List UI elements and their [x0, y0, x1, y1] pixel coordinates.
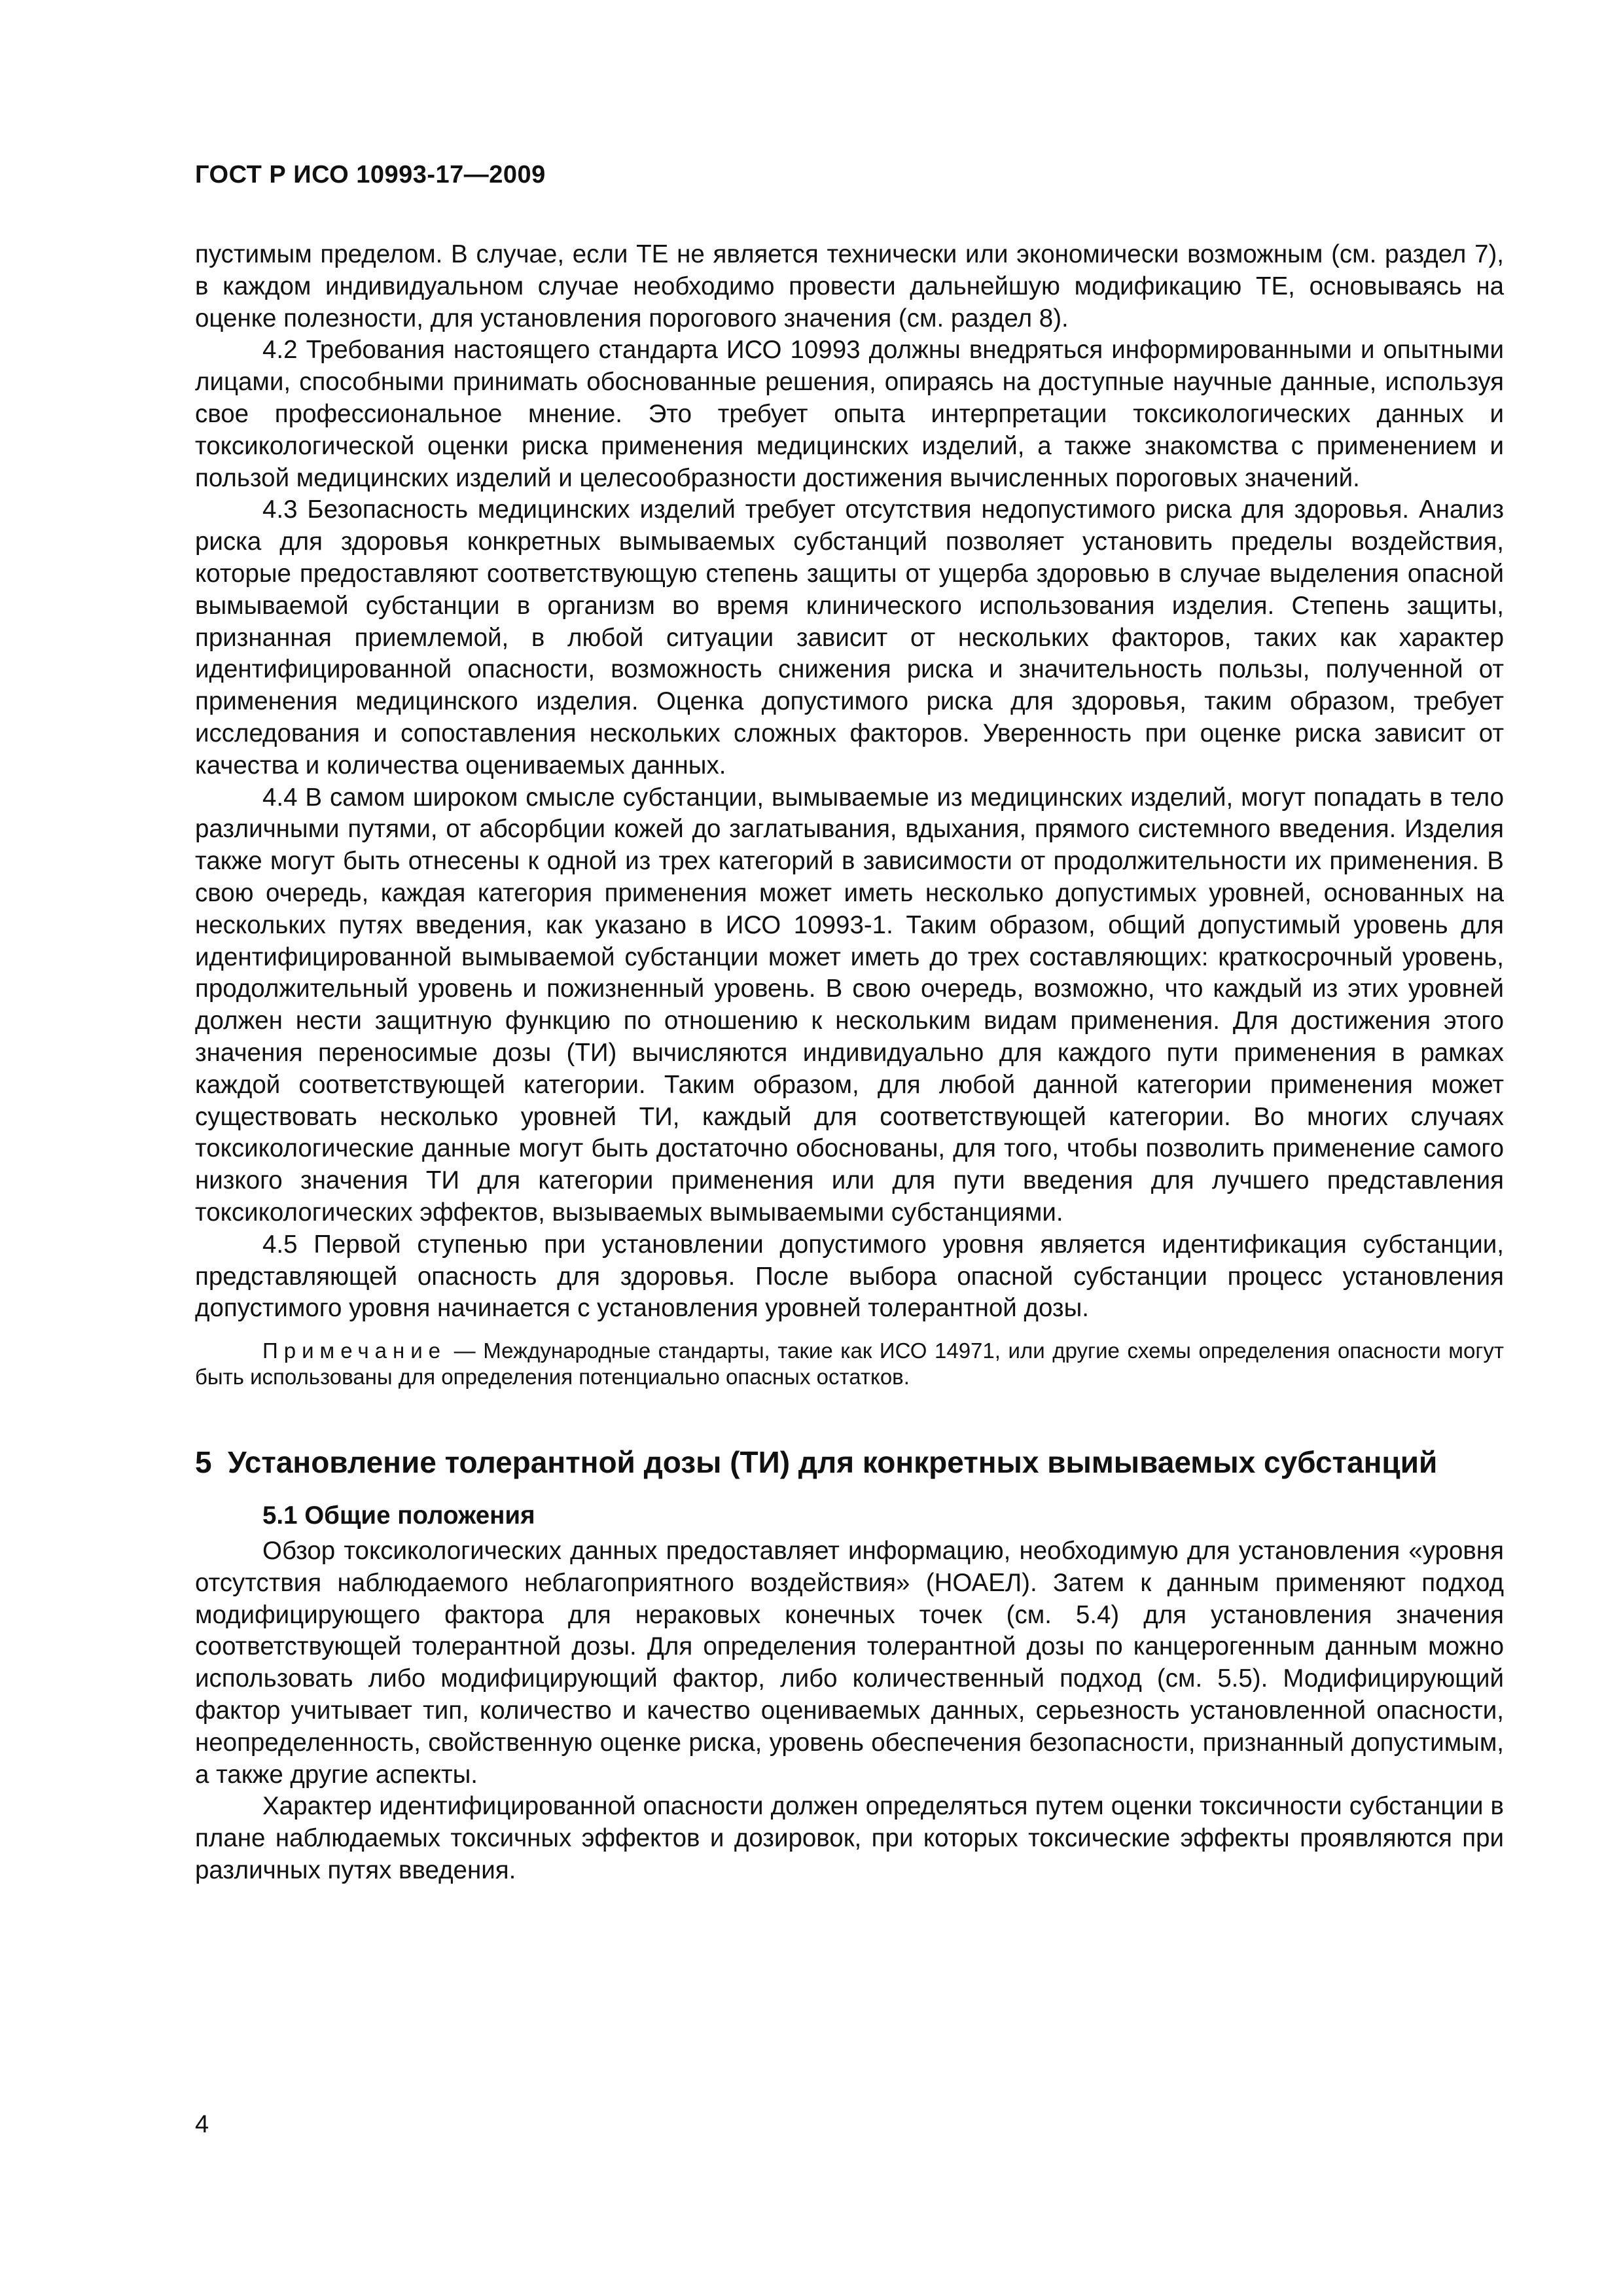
paragraph-4-5: 4.5 Первой ступенью при установлении допустимого уровня является идентификация субстанции, представляющей опасность для здоровья. После выбора опасной субстанции процесс установления допустимого уровня начинается с установления уровней толерантной дозы. — [195, 1230, 1504, 1323]
subsection-heading: 5.1 Общие положения — [262, 1501, 535, 1530]
note — [195, 1338, 1504, 1390]
paragraph-5-1-b: Характер идентифицированной опасности должен определяться путем оценки токсичности субстанции в плане наблюдаемых токсичных эффектов и дозировок, при которых токсические эффекты проявляются при различных путях введения. — [195, 1792, 1504, 1885]
paragraph-4-4: 4.4 В самом широком смысле субстанции, вымываемые из медицинских изделий, могут попадать в тело различными путями, от абсорбции кожей до заглатывания, вдыхания, прямого системного введения. Изделия также могут быть отнесены к одной из трех категорий в зависимости от продолжительности их применения. В свою очередь, каждая категория применения может иметь несколько допустимых уровней, основанных на нескольких путях введения, как указано в ИСО 10993-1. Таким образом, общий допустимый уровень для идентифицированной вымываемой субстанции может иметь до трех составляющих: краткосрочный уровень, продолжительный уровень и пожизненный уровень. В свою очередь, возможно, что каждый из этих уровней должен нести защитную функцию по отношению к нескольким видам применения. Для достижения этого значения переносимые дозы (ТИ) вычисляются индивидуально для каждого пути применения в рамках каждой соответствующей категории. Таким образом, для любой данной категории применения может существовать несколько уровней ТИ, каждый для соответствующей категории. Во многих случаях токсикологические данные могут быть достаточно обоснованы, для того, чтобы позволить применение самого низкого значения ТИ для категории применения или для пути введения для лучшего представления токсикологических эффектов, вызываемых вымываемыми субстанциями. — [195, 783, 1504, 1227]
note-text: — Международные стандарты, такие как ИСО 14971, или другие схемы определения опасности могут быть использованы для определения потенциально опасных остатков. — [195, 1338, 1504, 1390]
paragraph-continuation: пустимым пределом. В случае, если ТЕ не является технически или экономически возможным (см. раздел 7), в каждом индивидуальном случае необходимо провести дальнейшую модификацию ТЕ, основываясь на оценке полезности, для установления порогового значения (см. раздел 8). — [195, 240, 1504, 332]
section-title: Установление толерантной дозы (ТИ) для конкретных вымываемых субстанций — [228, 1445, 1438, 1480]
paragraph-5-1-a: Обзор токсикологических данных предоставляет информацию, необходимую для установления «уровня отсутствия наблюдаемого неблагоприятного воздействия» (НОАЕЛ). Затем к данным применяют подход модифицирующего фактора для нераковых конечных точек (см. 5.4) для установления значения соответствующей толерантной дозы. Для определения толерантной дозы по канцерогенным данным можно использовать либо модифицирующий фактор, либо количественный подход (см. 5.5). Модифицирующий фактор учитывает тип, количество и качество оцениваемых данных, серьезность установленной опасности, неопределенность, свойственную оценке риска, уровень обеспечения безопасности, признанный допустимым, а также другие аспекты. — [195, 1537, 1504, 1789]
page-number: 4 — [195, 2111, 209, 2138]
paragraph-4-3: 4.3 Безопасность медицинских изделий требует отсутствия недопустимого риска для здоровья. Анализ риска для здоровья конкретных вымываемых субстанций позволяет установить пределы воздействия, которые предоставляют соответствующую степень защиты от ущерба здоровью в случае выделения опасной вымываемой субстанции в организм во время клинического использования изделия. Степень защиты, признанная приемлемой, в любой ситуации зависит от нескольких факторов, таких как характер идентифицированной опасности, возможность снижения риска и значительность пользы, полученной от применения медицинского изделия. Оценка допустимого риска для здоровья, таким образом, требует исследования и сопоставления нескольких сложных факторов. Уверенность при оценке риска зависит от качества и количества оцениваемых данных. — [195, 495, 1504, 780]
page-body — [195, 239, 1504, 1887]
page-header-doc-id: ГОСТ Р ИСО 10993-17—2009 — [195, 161, 546, 188]
note-label: Примечание — [262, 1338, 447, 1363]
paragraph-4-2: 4.2 Требования настоящего стандарта ИСО 10993 должны внедряться информированными и опытными лицами, способными принимать обоснованные решения, опираясь на доступные научные данные, используя свое профессиональное мнение. Это требует опыта интерпретации токсикологических данных и токсикологической оценки риска применения медицинских изделий, а также знакомства с применением и пользой медицинских изделий и целесообразности достижения вычисленных пороговых значений. — [195, 336, 1504, 492]
section-number: 5 — [195, 1445, 212, 1480]
section-heading — [195, 1444, 1504, 1480]
